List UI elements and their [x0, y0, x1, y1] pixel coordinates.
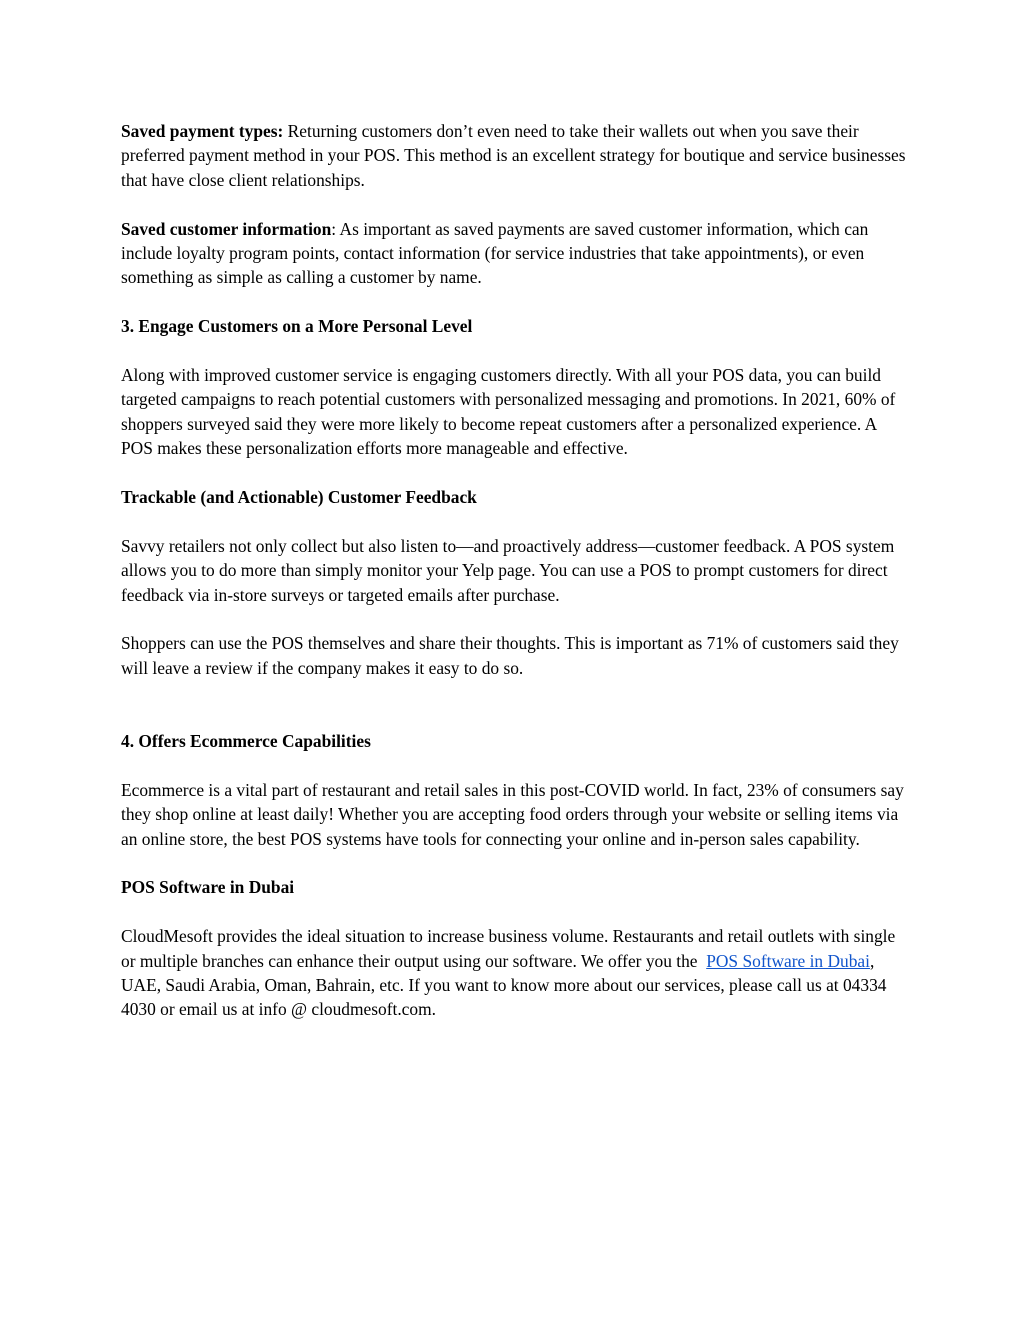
saved-customer-body: : As important as saved payments are saved customer information, which can include loyalty program points, contact information (for service industries that take appointments), or even something as simple as calling a customer by name.	[121, 218, 869, 288]
shoppers-paragraph: Shoppers can use the POS themselves and share their thoughts. This is important as 71% of customers said they will leave a review if the company makes it easy to do so.	[121, 633, 899, 678]
dubai-body-before-link: CloudMesoft provides the ideal situation to increase business volume. Restaurants and retail outlets with single or multiple branches can enhance their output using our software. We offer you the	[121, 926, 900, 971]
saved-customer-lead: Saved customer information	[121, 218, 332, 239]
saved-payment-paragraph	[121, 119, 906, 192]
dubai-paragraph	[121, 924, 906, 1022]
engage-heading: 3. Engage Customers on a More Personal Level	[121, 316, 473, 337]
engage-paragraph: Along with improved customer service is engaging customers directly. With all your POS data, you can build targeted campaigns to reach potential customers with personalized messaging and promotions. In 2021, 60% of shoppers surveyed said they were more likely to become repeat customers after a personalized experience. A POS makes these personalization efforts more manageable and effective.	[121, 365, 896, 459]
saved-payment-lead: Saved payment types:	[121, 121, 284, 141]
feedback-paragraph: Savvy retailers not only collect but also listen to—and proactively address—customer feedback. A POS system allows you to do more than simply monitor your Yelp page. You can use a POS to prompt customers for direct feedback via in-store surveys or targeted emails after purchase.	[121, 535, 895, 605]
saved-customer-paragraph	[121, 217, 906, 290]
document-page	[121, 119, 906, 1046]
pos-software-dubai-link[interactable]: POS Software in Dubai	[706, 950, 870, 971]
dubai-heading: POS Software in Dubai	[121, 877, 295, 898]
feedback-heading: Trackable (and Actionable) Customer Feedback	[121, 487, 477, 508]
dubai-body-after-link: , UAE, Saudi Arabia, Oman, Bahrain, etc. If you want to know more about our services, please call us at 04334 4030 or email us at info @ cloudmesoft.com.	[121, 950, 887, 1020]
saved-payment-body: Returning customers don’t even need to take their wallets out when you save their preferred payment method in your POS. This method is an excellent strategy for boutique and service businesses that have close client relationships.	[121, 121, 906, 190]
ecommerce-paragraph: Ecommerce is a vital part of restaurant and retail sales in this post-COVID world. In fact, 23% of consumers say they shop online at least daily! Whether you are accepting food orders through your website or selling items via an online store, the best POS systems have tools for connecting your online and in-person sales capability.	[121, 779, 904, 849]
ecommerce-heading: 4. Offers Ecommerce Capabilities	[121, 731, 371, 752]
